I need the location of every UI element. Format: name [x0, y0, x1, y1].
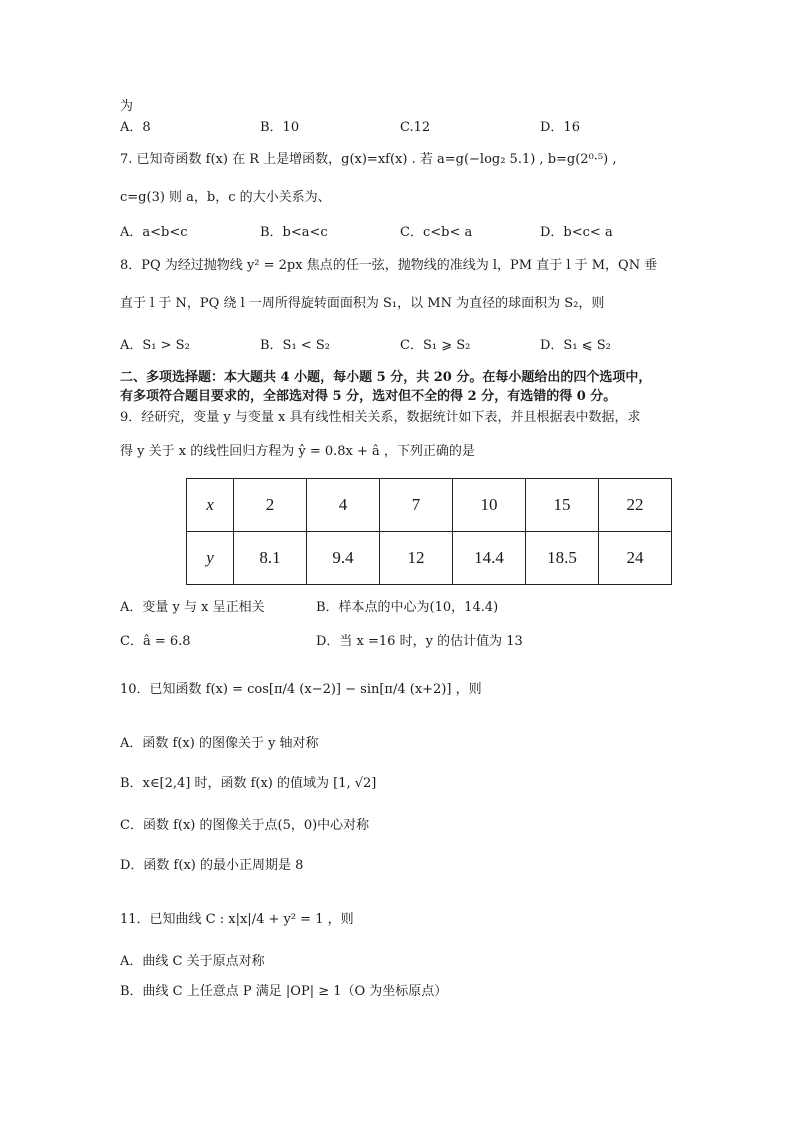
- q8-option-a: A．S₁ > S₂: [120, 338, 190, 353]
- q7-option-d: D．b<c< a: [540, 225, 613, 240]
- q8-option-c: C．S₁ ⩾ S₂: [400, 338, 471, 353]
- q7-line2: c=g(3) 则 a，b，c 的大小关系为、: [120, 190, 331, 205]
- q11-stem: 11．已知曲线 C : x|x|/4 + y² = 1 ，则: [120, 912, 354, 927]
- table-cell: 4: [307, 479, 380, 532]
- q9-line1: 9．经研究，变量 y 与变量 x 具有线性相关关系，数据统计如下表，并且根据表中数据，求: [120, 410, 641, 425]
- q7-option-c: C．c<b< a: [400, 225, 473, 240]
- q8-option-d: D．S₁ ⩽ S₂: [540, 338, 611, 353]
- q6-option-d: D．16: [540, 120, 580, 135]
- q7-option-b: B．b<a<c: [260, 225, 328, 240]
- q10-option-b: B．x∈[2,4] 时，函数 f(x) 的值域为 [1, √2]: [120, 776, 377, 791]
- q9-option-c: C．â = 6.8: [120, 634, 191, 649]
- table-cell: 14.4: [453, 532, 526, 585]
- q6-option-a: A．8: [120, 120, 151, 135]
- q9-line2: 得 y 关于 x 的线性回归方程为 ŷ = 0.8x + â ，下列正确的是: [120, 444, 475, 459]
- q9-option-b: B．样本点的中心为(10，14.4): [316, 600, 499, 615]
- table-cell: 9.4: [307, 532, 380, 585]
- table-cell: 18.5: [526, 532, 599, 585]
- q7-line1: 7. 已知奇函数 f(x) 在 R 上是增函数，g(x)=xf(x) . 若 a=g(−log₂ 5.1) , b=g(2⁰·⁵) ,: [120, 152, 617, 167]
- q8-line1: 8．PQ 为经过抛物线 y² = 2px 焦点的任一弦，抛物线的准线为 l，PM 直于 l 于 M，QN 垂: [120, 258, 658, 273]
- table-header-x: x: [187, 479, 234, 532]
- q6-option-b: B．10: [260, 120, 300, 135]
- q11-option-b: B．曲线 C 上任意点 P 满足 |OP| ≥ 1（O 为坐标原点）: [120, 984, 448, 999]
- q9-option-d: D．当 x =16 时，y 的估计值为 13: [316, 634, 523, 649]
- data-table: [186, 478, 672, 585]
- q8-option-b: B．S₁ < S₂: [260, 338, 330, 353]
- table-cell: 22: [599, 479, 672, 532]
- section2-line1: 二、多项选择题：本大题共 4 小题，每小题 5 分，共 20 分。在每小题给出的四个选项中，: [120, 370, 652, 385]
- table-cell: 24: [599, 532, 672, 585]
- q11-option-a: A．曲线 C 关于原点对称: [120, 954, 265, 969]
- table-cell: 12: [380, 532, 453, 585]
- table-row-x: [187, 479, 672, 532]
- q10-option-c: C．函数 f(x) 的图像关于点(5，0)中心对称: [120, 818, 370, 833]
- section2-line2: 有多项符合题目要求的，全部选对得 5 分，选对但不全的得 2 分，有选错的得 0 分。: [120, 389, 617, 404]
- q8-line2: 直于 l 于 N，PQ 绕 l 一周所得旋转面面积为 S₁，以 MN 为直径的球面积为 S₂，则: [120, 296, 605, 311]
- table-cell: 8.1: [234, 532, 307, 585]
- q6-option-c: C.12: [400, 120, 431, 135]
- table-cell: 7: [380, 479, 453, 532]
- q10-option-a: A．函数 f(x) 的图像关于 y 轴对称: [120, 736, 319, 751]
- table-row-y: [187, 532, 672, 585]
- table-header-y: y: [187, 532, 234, 585]
- q10-stem: 10．已知函数 f(x) = cos[π/4 (x−2)] − sin[π/4 (x+2)] ，则: [120, 682, 482, 697]
- table-cell: 2: [234, 479, 307, 532]
- q9-option-a: A．变量 y 与 x 呈正相关: [120, 600, 265, 615]
- table-cell: 15: [526, 479, 599, 532]
- top-word: 为: [120, 99, 134, 114]
- q7-option-a: A．a<b<c: [120, 225, 188, 240]
- q10-option-d: D．函数 f(x) 的最小正周期是 8: [120, 858, 304, 873]
- table-cell: 10: [453, 479, 526, 532]
